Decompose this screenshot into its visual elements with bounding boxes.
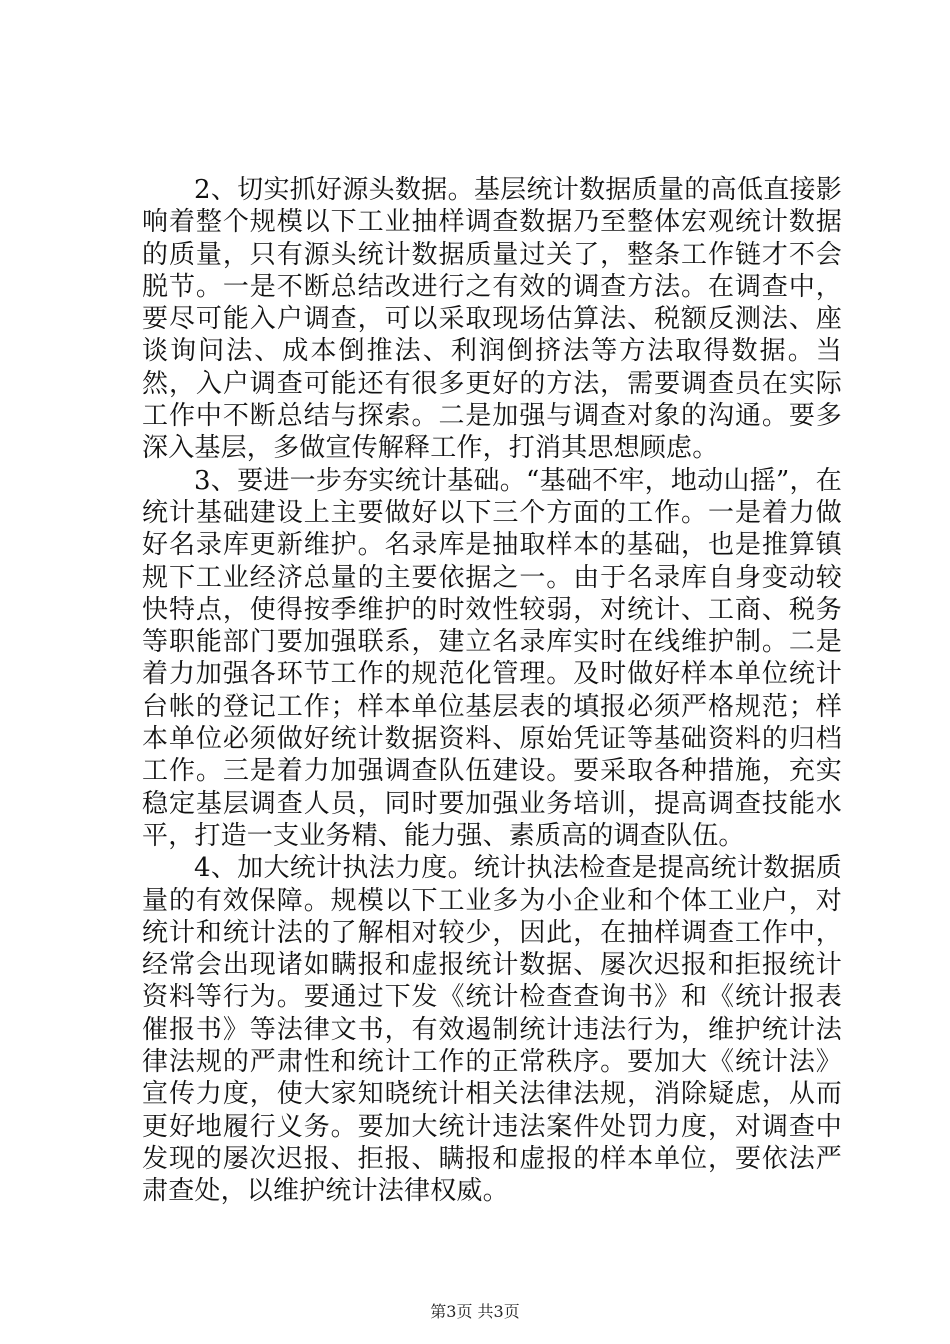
paragraph-source-data: 2、切实抓好源头数据。基层统计数据质量的高低直接影响着整个规模以下工业抽样调查数据乃至整体宏观统计数据的质量，只有源头统计数据质量过关了，整条工作链才不会脱节。一是不断总结改进行之有效的调查方法。在调查中，要尽可能入户调查，可以采取现场估算法、税额反测法、座谈询问法、成本倒推法、利润倒挤法等方法取得数据。当然，入户调查可能还有很多更好的方法，需要调查员在实际工作中不断总结与探索。二是加强与调查对象的沟通。要多深入基层，多做宣传解释工作，打消其思想顾虑。 <box>142 175 842 464</box>
paragraph-statistics-foundation: 3、要进一步夯实统计基础。“基础不牢，地动山摇”，在统计基础建设上主要做好以下三个方面的工作。一是着力做好名录库更新维护。名录库是抽取样本的基础，也是推算镇规下工业经济总量的主要依据之一。由于名录库自身变动较快特点，使得按季维护的时效性较弱，对统计、工商、税务等职能部门要加强联系，建立名录库实时在线维护制。二是着力加强各环节工作的规范化管理。及时做好样本单位统计台帐的登记工作；样本单位基层表的填报必须严格规范；样本单位必须做好统计数据资料、原始凭证等基础资料的归档工作。三是着力加强调查队伍建设。要采取各种措施，充实稳定基层调查人员，同时要加强业务培训，提高调查技能水平，打造一支业务精、能力强、素质高的调查队伍。 <box>142 465 842 851</box>
paragraph-law-enforcement: 4、加大统计执法力度。统计执法检查是提高统计数据质量的有效保障。规模以下工业多为小企业和个体工业户，对统计和统计法的了解相对较少，因此，在抽样调查工作中，经常会出现诸如瞒报和虚报统计数据、屡次迟报和拒报统计资料等行为。要通过下发《统计检查查询书》和《统计报表催报书》等法律文书，有效遏制统计违法行为，维护统计法律法规的严肃性和统计工作的正常秩序。要加大《统计法》宣传力度，使大家知晓统计相关法律法规，消除疑虑，从而更好地履行义务。要加大统计违法案件处罚力度，对调查中发现的屡次迟报、拒报、瞒报和虚报的样本单位，要依法严肃查处，以维护统计法律权威。 <box>142 853 842 1207</box>
page-number-footer: 第3页 共3页 <box>430 1302 520 1321</box>
document-body <box>142 174 842 1208</box>
